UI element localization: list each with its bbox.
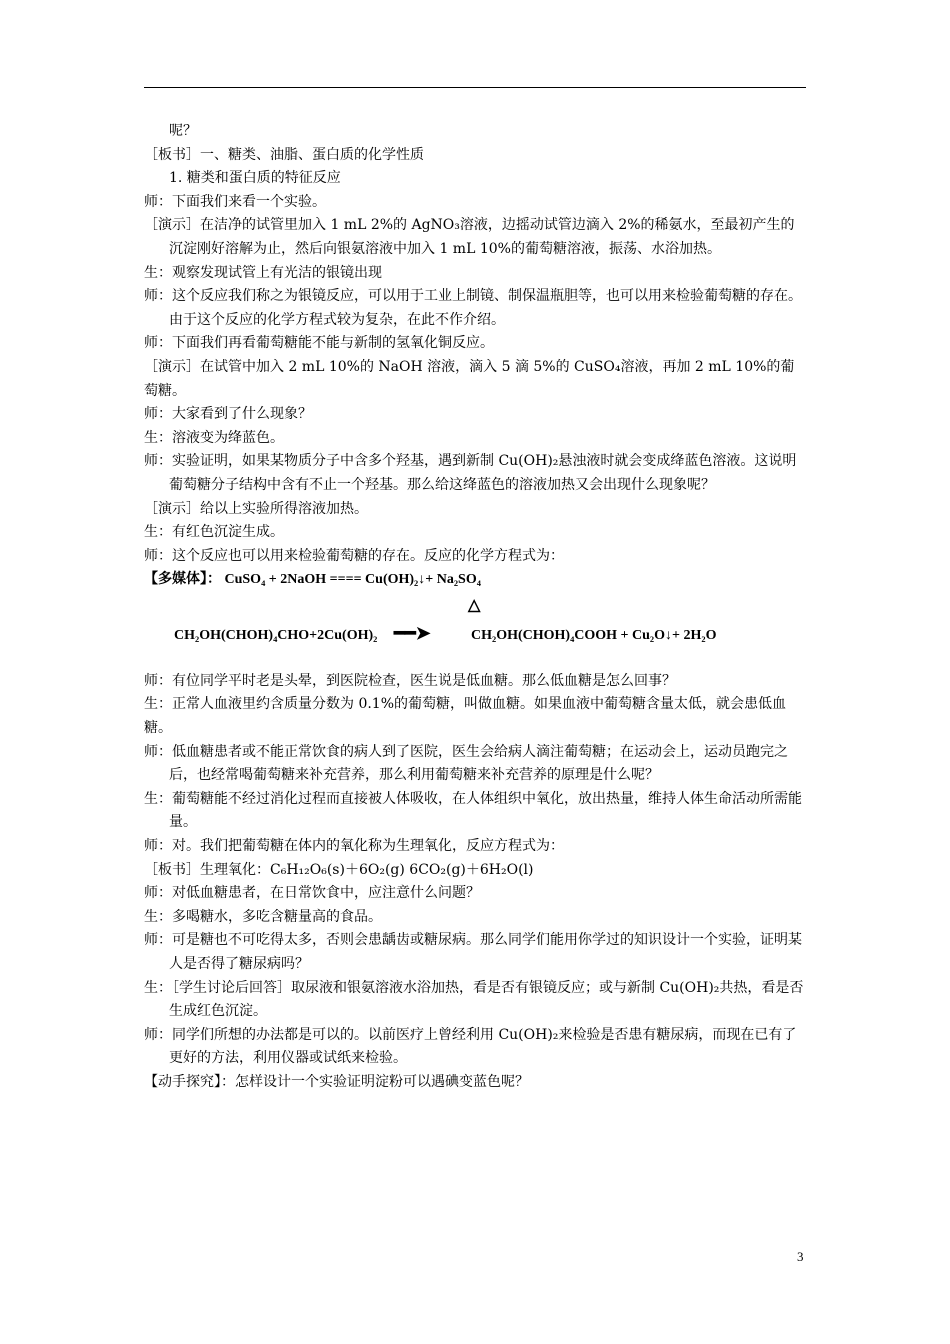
text-line: 师：对。我们把葡萄糖在体内的氧化称为生理氧化，反应方程式为： bbox=[144, 838, 564, 855]
text-line: 师：这个反应也可以用来检验葡萄糖的存在。反应的化学方程式为： bbox=[144, 547, 564, 564]
text-line: 生：有红色沉淀生成。 bbox=[144, 524, 284, 541]
media-label: 【多媒体】： bbox=[144, 572, 221, 588]
equation-2-left: CH₂OH(CHOH)₄CHO+2Cu(OH)₂ bbox=[174, 627, 378, 643]
text-line: ［板书］一、糖类、油脂、蛋白质的化学性质 bbox=[144, 146, 424, 163]
text-line: 师：大家看到了什么现象？ bbox=[144, 406, 312, 423]
text-line: 呢？ bbox=[169, 123, 197, 139]
text-line: 生：葡萄糖能不经过消化过程而直接被人体吸收，在人体组织中氧化，放出热量，维持人体生命活动所需能量。 bbox=[144, 790, 802, 831]
spacer bbox=[144, 654, 808, 670]
text-line: 师：低血糖患者或不能正常饮食的病人到了医院，医生会给病人滴注葡萄糖；在运动会上，运动员跑完之后，也经常喝葡萄糖来补充营养，那么利用葡萄糖来补充营养的原理是什么呢？ bbox=[144, 743, 788, 784]
text-line: ［演示］在洁净的试管里加入 1 mL 2%的 AgNO₃溶液，边摇动试管边滴入 2%的稀氨水，至最初产生的沉淀刚好溶解为止，然后向银氨溶液中加入 1 mL 10%的葡萄糖溶液，振荡、水浴加热。 bbox=[144, 217, 795, 257]
text-line: ［演示］给以上实验所得溶液加热。 bbox=[144, 500, 368, 517]
text-line: 【动手探究】：怎样设计一个实验证明淀粉可以遇碘变蓝色呢？ bbox=[144, 1073, 529, 1090]
equation-2-right: CH₂OH(CHOH)₄COOH + Cu₂O↓+ 2H₂O bbox=[471, 627, 717, 643]
text-line: 师：下面我们再看葡萄糖能不能与新制的氢氧化铜反应。 bbox=[144, 335, 494, 352]
text-line: 生：正常人血液里约含质量分数为 0.1%的葡萄糖，叫做血糖。如果血液中葡萄糖含量太低，就会患低血糖。 bbox=[144, 696, 787, 737]
text-line: 生：观察发现试管上有光洁的银镜出现 bbox=[144, 264, 382, 281]
text-line: ［板书］生理氧化：C₆H₁₂O₆(s)＋6O₂(g) 6CO₂(g)＋6H₂O(l) bbox=[144, 861, 534, 878]
text-line: 生：溶液变为绛蓝色。 bbox=[144, 429, 284, 446]
reaction-arrow-icon: ━━➤ bbox=[394, 622, 431, 643]
text-line: 师：可是糖也不可吃得太多，否则会患龋齿或糖尿病。那么同学们能用你学过的知识设计一个实验，证明某人是否得了糖尿病吗？ bbox=[144, 932, 802, 972]
text-line: 师：同学们所想的办法都是可以的。以前医疗上曾经利用 Cu(OH)₂来检验是否患有糖尿病，而现在已有了更好的方法，利用仪器或试纸来检验。 bbox=[144, 1026, 797, 1067]
text-line: 师：有位同学平时老是头晕，到医院检查，医生说是低血糖。那么低血糖是怎么回事？ bbox=[144, 672, 676, 689]
equation-1 bbox=[144, 568, 808, 592]
text-line: 师：对低血糖患者，在日常饮食中，应注意什么问题？ bbox=[144, 885, 480, 902]
header-rule bbox=[144, 87, 806, 88]
document-body bbox=[144, 120, 808, 1095]
text-line: 师：下面我们来看一个实验。 bbox=[144, 193, 326, 210]
heat-symbol-row bbox=[144, 592, 808, 618]
text-line: 生：多喝糖水，多吃含糖量高的食品。 bbox=[144, 908, 382, 925]
text-line: ［演示］在试管中加入 2 mL 10%的 NaOH 溶液，滴入 5 滴 5%的 CuSO₄溶液，再加 2 mL 10%的葡萄糖。 bbox=[144, 358, 795, 399]
equation-1-text: CuSO₄ + 2NaOH ==== Cu(OH)₂↓+ Na₂SO₄ bbox=[224, 572, 481, 588]
text-line: 1. 糖类和蛋白质的特征反应 bbox=[169, 170, 341, 187]
text-line: 师：实验证明，如果某物质分子中含多个羟基，遇到新制 Cu(OH)₂悬浊液时就会变成绛蓝色溶液。这说明葡萄糖分子结构中含有不止一个羟基。那么给这绛蓝色的溶液加热又会出现什么现象呢？ bbox=[144, 453, 797, 493]
delta-symbol: △ bbox=[468, 596, 481, 614]
text-line: 师：这个反应我们称之为银镜反应，可以用于工业上制镜、制保温瓶胆等，也可以用来检验葡萄糖的存在。由于这个反应的化学方程式较为复杂，在此不作介绍。 bbox=[144, 288, 802, 328]
page-number: 3 bbox=[797, 1249, 804, 1264]
text-line: 生：［学生讨论后回答］取尿液和银氨溶液水浴加热，看是否有银镜反应；或与新制 Cu(OH)₂共热，看是否生成红色沉淀。 bbox=[144, 979, 804, 1020]
equation-2 bbox=[144, 620, 808, 654]
